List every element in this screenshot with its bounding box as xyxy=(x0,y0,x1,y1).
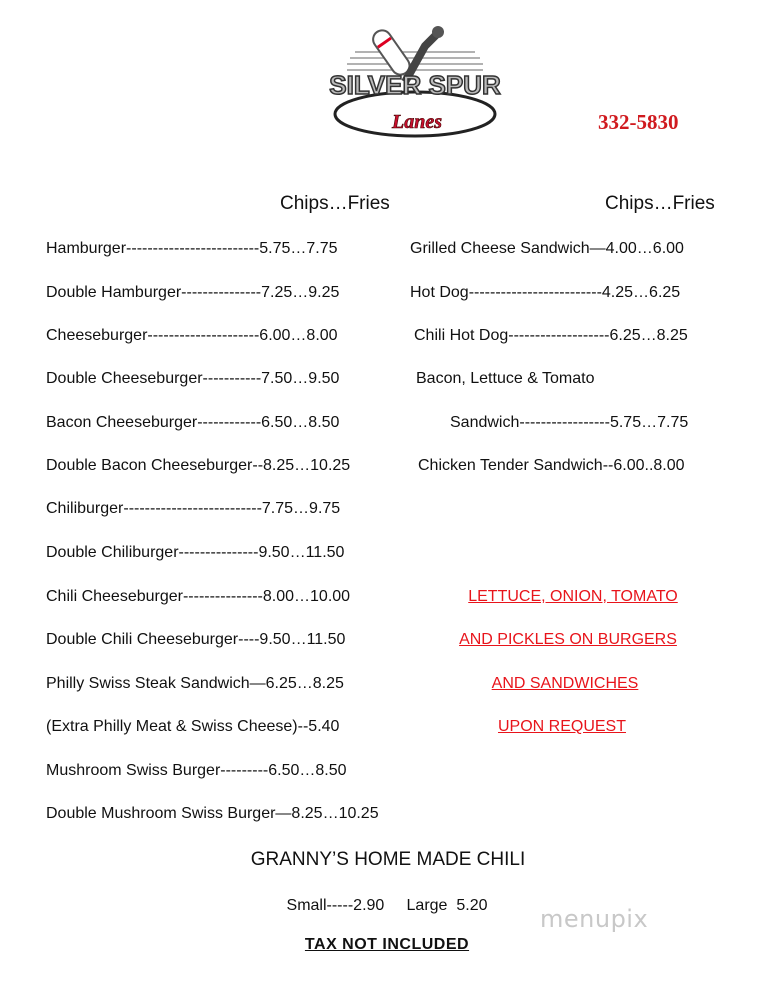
menu-item: Double Chili Cheeseburger----9.50…11.50 xyxy=(46,631,346,648)
menupix-watermark: menupix xyxy=(540,905,649,933)
menu-item: Grilled Cheese Sandwich—4.00…6.00 xyxy=(410,240,684,257)
left-column-header: Chips…Fries xyxy=(280,193,390,214)
menu-item: Mushroom Swiss Burger---------6.50…8.50 xyxy=(46,762,347,779)
notice-line: UPON REQUEST xyxy=(497,718,626,735)
menu-item: Chiliburger--------------------------7.75…9.75 xyxy=(46,500,341,517)
tax-notice: TAX NOT INCLUDED xyxy=(304,936,470,953)
menu-item: Chicken Tender Sandwich--6.00..8.00 xyxy=(418,457,685,474)
logo-text: SILVER SPUR xyxy=(329,70,501,100)
right-column-header: Chips…Fries xyxy=(605,193,715,214)
menu-item: Bacon Cheeseburger------------6.50…8.50 xyxy=(46,414,340,431)
menu-item: Double Bacon Cheeseburger--8.25…10.25 xyxy=(46,457,351,474)
menu-item: (Extra Philly Meat & Swiss Cheese)--5.40 xyxy=(46,718,340,735)
menu-item: Cheeseburger---------------------6.00…8.00 xyxy=(46,327,338,344)
notice-line: LETTUCE, ONION, TOMATO xyxy=(468,588,678,605)
phone-number: 332-5830 xyxy=(598,110,679,134)
chili-title: GRANNY’S HOME MADE CHILI xyxy=(250,849,526,870)
menu-item: Double Chiliburger---------------9.50…11.50 xyxy=(46,544,345,561)
menu-item: Sandwich-----------------5.75…7.75 xyxy=(450,414,689,431)
menu-item: Double Mushroom Swiss Burger—8.25…10.25 xyxy=(46,805,379,822)
menu-item: Chili Hot Dog-------------------6.25…8.25 xyxy=(414,327,688,344)
menu-item: Double Cheeseburger-----------7.50…9.50 xyxy=(46,370,340,387)
silver-spur-lanes-logo xyxy=(325,22,505,140)
logo-script: Lanes xyxy=(392,111,442,133)
notice-line: AND SANDWICHES xyxy=(491,675,639,692)
menu-item: Bacon, Lettuce & Tomato xyxy=(416,370,595,387)
notice-line: AND PICKLES ON BURGERS xyxy=(459,631,677,648)
chili-prices: Small-----2.90 Large 5.20 xyxy=(286,897,488,914)
menu-item: Hot Dog-------------------------4.25…6.25 xyxy=(410,284,681,301)
menu-item: Chili Cheeseburger---------------8.00…10.00 xyxy=(46,588,351,605)
menu-item: Hamburger-------------------------5.75…7.75 xyxy=(46,240,338,257)
menu-item: Double Hamburger---------------7.25…9.25 xyxy=(46,284,340,301)
menu-item: Philly Swiss Steak Sandwich—6.25…8.25 xyxy=(46,675,344,692)
